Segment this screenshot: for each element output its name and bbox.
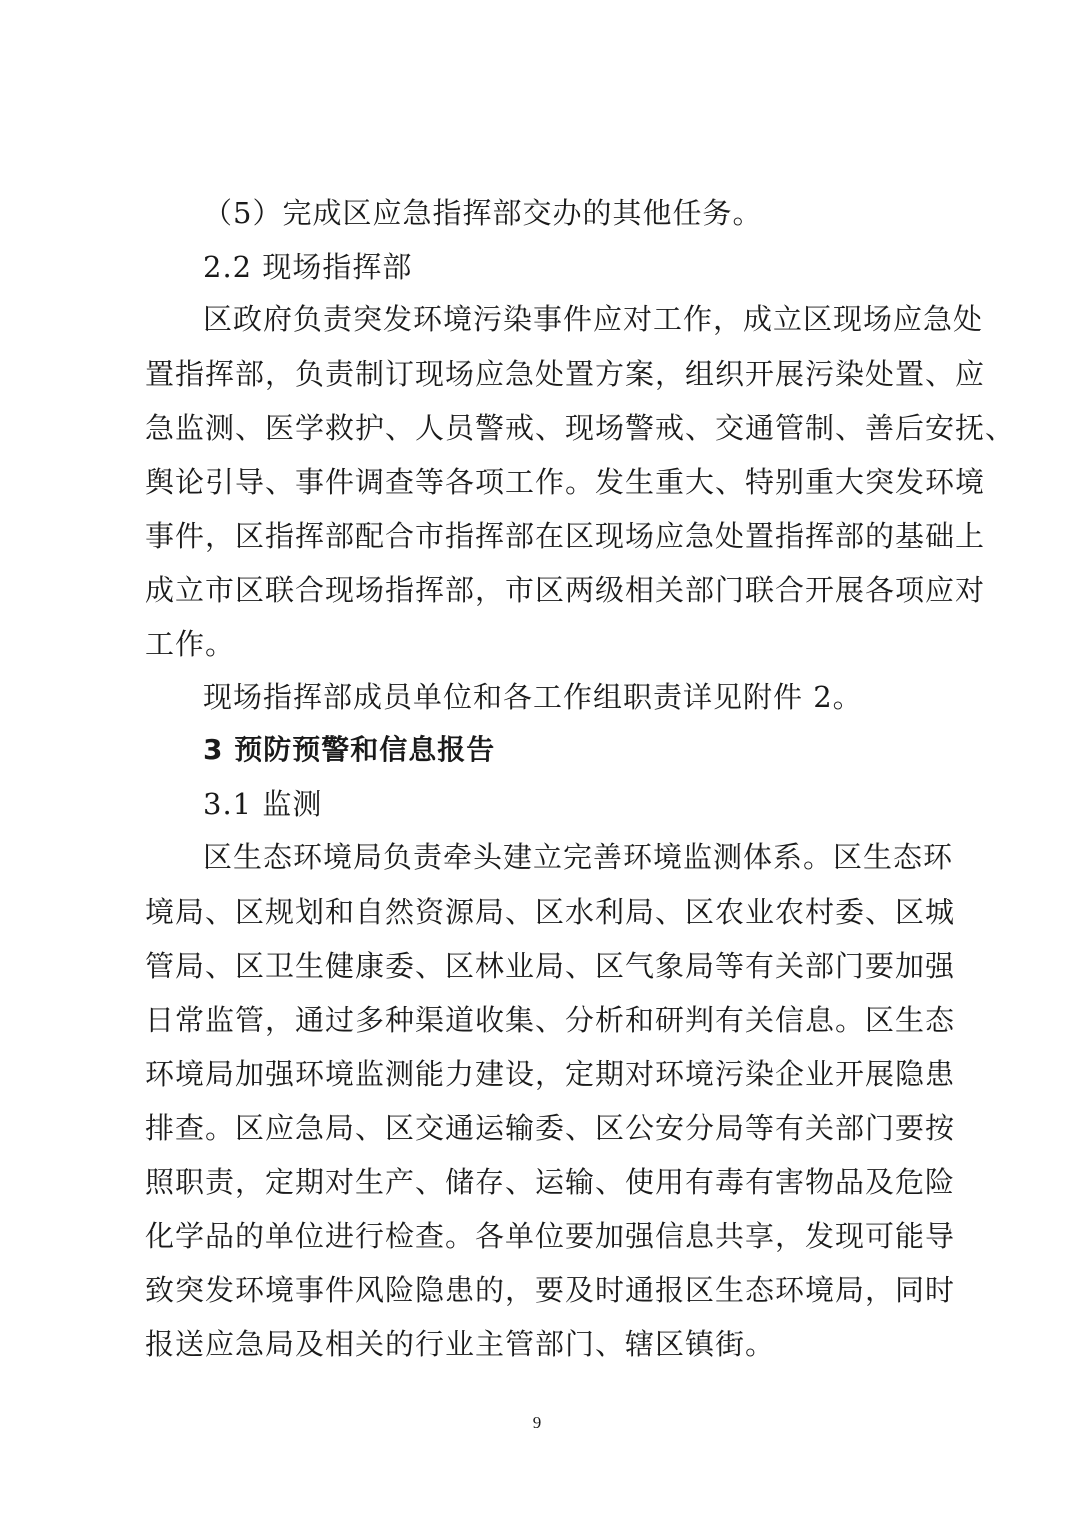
page-number: 9 (532, 1413, 542, 1432)
paragraph-line: 报送应急局及相关的行业主管部门、辖区镇街。 (145, 1327, 776, 1361)
paragraph-line: 区生态环境局负责牵头建立完善环境监测体系。区生态环 (203, 840, 954, 874)
list-item-5: （5）完成区应急指挥部交办的其他任务。 (203, 196, 763, 230)
paragraph-line: 管局、区卫生健康委、区林业局、区气象局等有关部门要加强 (145, 949, 956, 983)
paragraph-line: 工作。 (145, 627, 236, 661)
paragraph-line: 日常监管，通过多种渠道收集、分析和研判有关信息。区生态 (145, 1003, 956, 1037)
paragraph-line: 化学品的单位进行检查。各单位要加强信息共享，发现可能导 (145, 1219, 956, 1253)
section-3-heading: 3 预防预警和信息报告 (203, 733, 496, 766)
paragraph-line: 区政府负责突发环境污染事件应对工作，成立区现场应急处 (203, 302, 984, 336)
paragraph-line: 排查。区应急局、区交通运输委、区公安分局等有关部门要按 (145, 1111, 956, 1145)
section-3-1-heading: 3.1 监测 (203, 787, 323, 821)
paragraph-line: 事件，区指挥部配合市指挥部在区现场应急处置指挥部的基础上 (145, 519, 986, 553)
section-2-2-heading: 2.2 现场指挥部 (203, 250, 413, 284)
paragraph-annex-note: 现场指挥部成员单位和各工作组职责详见附件 2。 (203, 680, 863, 714)
paragraph-line: 环境局加强环境监测能力建设，定期对环境污染企业开展隐患 (145, 1057, 956, 1091)
paragraph-line: 置指挥部，负责制订现场应急处置方案，组织开展污染处置、应 (145, 357, 986, 391)
paragraph-line: 舆论引导、事件调查等各项工作。发生重大、特别重大突发环境 (145, 465, 986, 499)
paragraph-line: 致突发环境事件风险隐患的，要及时通报区生态环境局，同时 (145, 1273, 956, 1307)
paragraph-line: 照职责，定期对生产、储存、运输、使用有毒有害物品及危险 (145, 1165, 956, 1199)
paragraph-line: 急监测、医学救护、人员警戒、现场警戒、交通管制、善后安抚、 (145, 411, 1016, 445)
paragraph-line: 成立市区联合现场指挥部，市区两级相关部门联合开展各项应对 (145, 573, 986, 607)
paragraph-line: 境局、区规划和自然资源局、区水利局、区农业农村委、区城 (145, 895, 956, 929)
